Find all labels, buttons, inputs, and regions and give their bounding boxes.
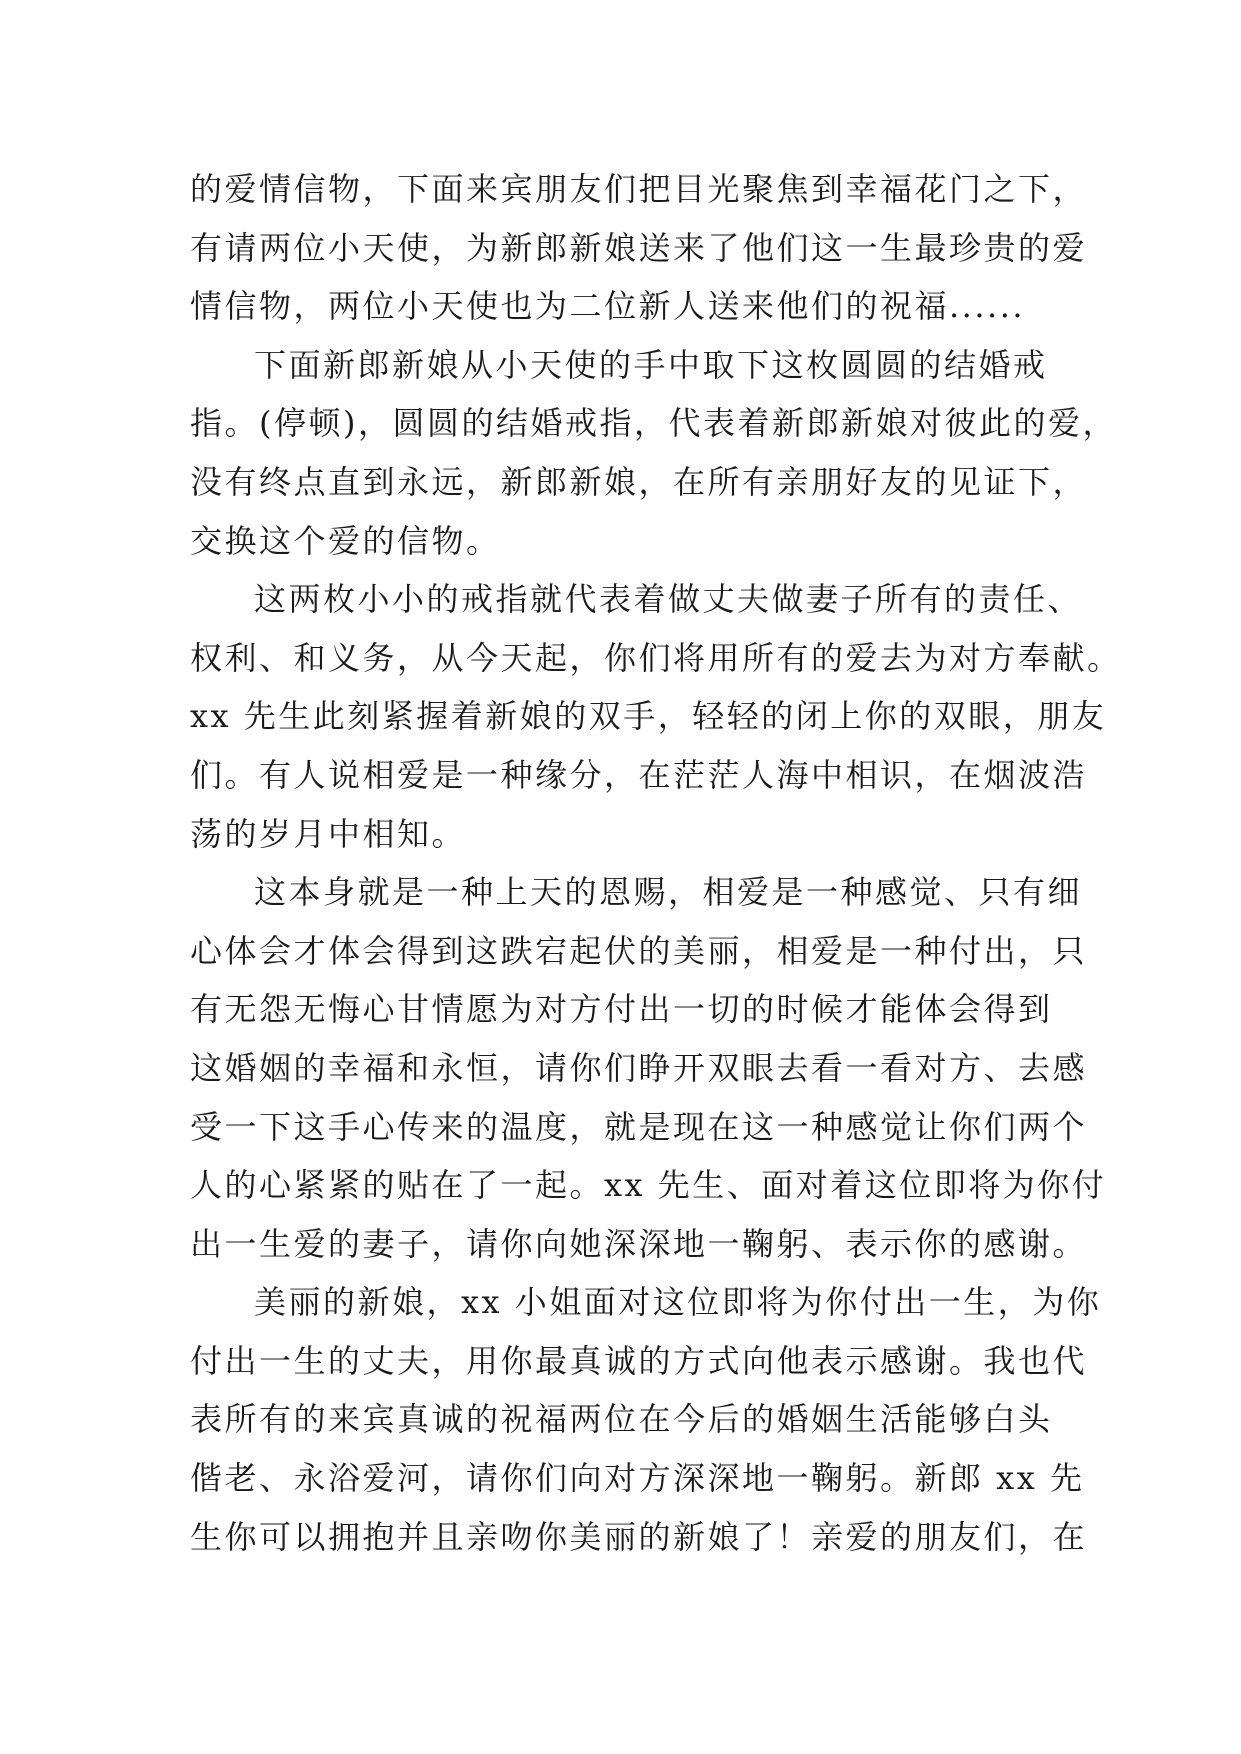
- paragraph-2: [190, 336, 1117, 570]
- text-line: 生你可以拥抱并且亲吻你美丽的新娘了！亲爱的朋友们，在: [190, 1517, 1088, 1556]
- text-line: 偕老、永浴爱河，请你们向对方深深地一鞠躬。新郎 xx 先: [190, 1459, 1085, 1498]
- text-line: 权利、和义务，从今天起，你们将用所有的爱去为对方奉献。: [190, 638, 1122, 677]
- text-line: 们。有人说相爱是一种缘分，在茫茫人海中相识，在烟波浩: [190, 755, 1088, 794]
- text-line: 心体会才体会得到这跌宕起伏的美丽，相爱是一种付出，只: [190, 931, 1088, 970]
- text-line: 情信物，两位小天使也为二位新人送来他们的祝福......: [190, 287, 1026, 326]
- text-line: 人的心紧紧的贴在了一起。xx 先生、面对着这位即将为你付: [190, 1166, 1107, 1205]
- text-line: 指。(停顿)，圆圆的结婚戒指，代表着新郎新娘对彼此的爱，: [190, 404, 1117, 443]
- paragraph-5: [190, 1273, 1102, 1566]
- text-line: 的爱情信物，下面来宾朋友们把目光聚焦到幸福花门之下，: [190, 170, 1088, 208]
- text-line: 有请两位小天使，为新郎新娘送来了他们这一生最珍贵的爱: [190, 228, 1088, 267]
- text-line: 受一下这手心传来的温度，就是现在这一种感觉让你们两个: [190, 1107, 1088, 1146]
- text-line: 有无怨无悔心甘情愿为对方付出一切的时候才能体会得到: [190, 990, 1053, 1029]
- text-line: 付出一生的丈夫，用你最真诚的方式向他表示感谢。我也代: [190, 1341, 1088, 1380]
- text-line: 美丽的新娘，xx 小姐面对这位即将为你付出一生，为你: [254, 1283, 1102, 1322]
- text-line: 这婚姻的幸福和永恒，请你们睁开双眼去看一看对方、去感: [190, 1048, 1088, 1087]
- text-line: 荡的岁月中相知。: [190, 814, 467, 853]
- text-line: 出一生爱的妻子，请你向她深深地一鞠躬、表示你的感谢。: [190, 1224, 1088, 1263]
- paragraph-4: [190, 863, 1107, 1273]
- paragraph-3: [190, 570, 1122, 863]
- paragraph-1: [190, 160, 1088, 336]
- text-line: 这两枚小小的戒指就代表着做丈夫做妻子所有的责任、: [254, 580, 1083, 619]
- text-line: 表所有的来宾真诚的祝福两位在今后的婚姻生活能够白头: [190, 1400, 1053, 1439]
- document-body: [190, 160, 1122, 1566]
- text-line: 没有终点直到永远，新郎新娘，在所有亲朋好友的见证下，: [190, 462, 1088, 501]
- text-line: 这本身就是一种上天的恩赐，相爱是一种感觉、只有细: [254, 873, 1083, 912]
- text-line: xx 先生此刻紧握着新娘的双手，轻轻的闭上你的双眼，朋友: [190, 697, 1107, 736]
- text-line: 下面新郎新娘从小天使的手中取下这枚圆圆的结婚戒: [254, 345, 1048, 384]
- text-line: 交换这个爱的信物。: [190, 521, 501, 560]
